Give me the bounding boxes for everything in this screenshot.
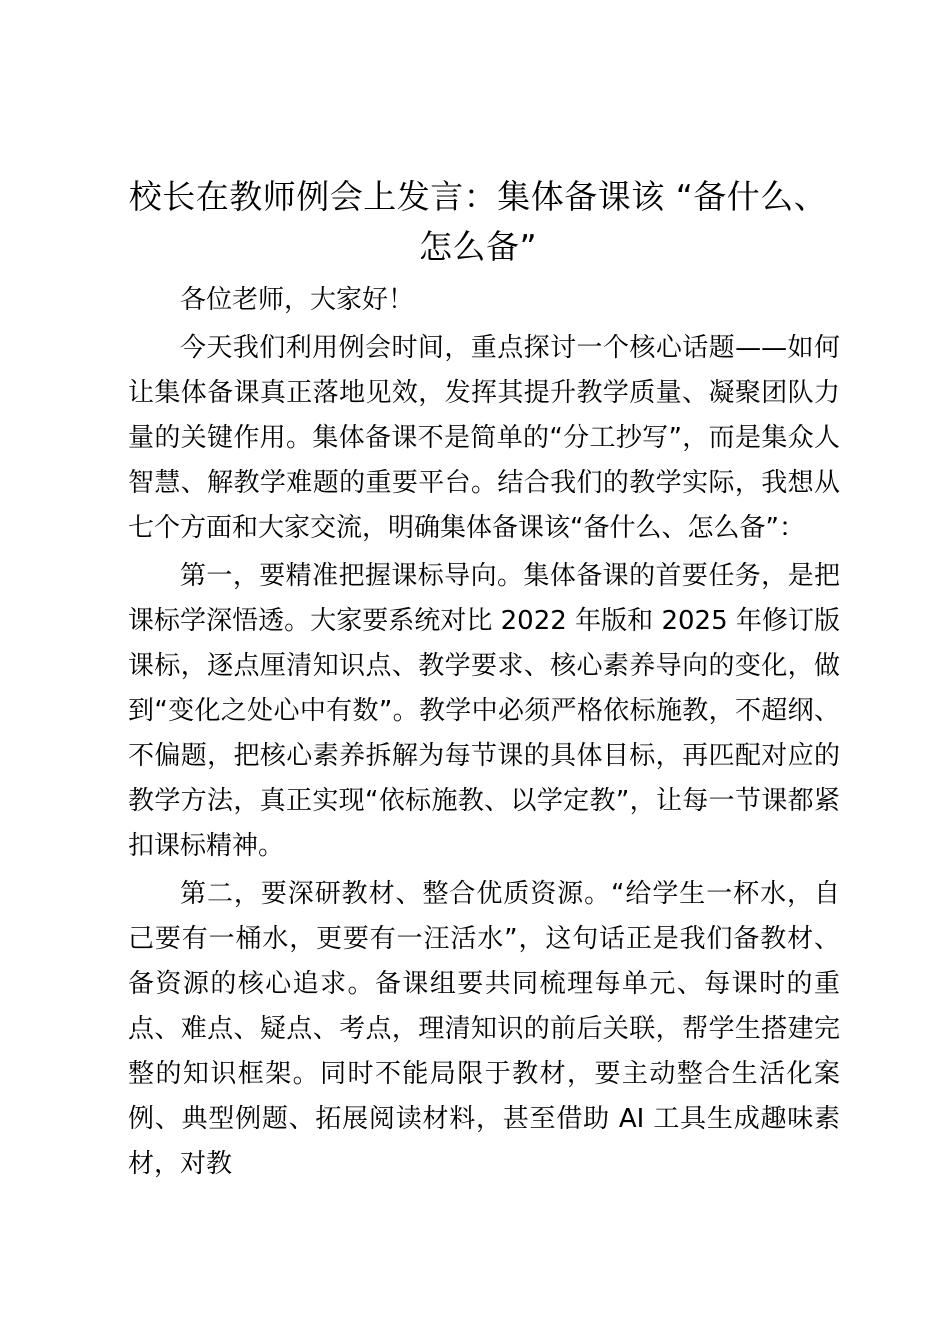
paragraph-greeting: 各位老师，大家好！ <box>180 285 415 315</box>
document-body <box>128 278 840 1190</box>
paragraph-point-two: 第二，要深研教材、整合优质资源。“给学生一杯水，自己要有一桶水，更要有一汪活水”，这句话正是我们备教材、备资源的核心追求。备课组要共同梳理每单元、每课时的重点、难点、疑点、考点，理清知识的前后关联，帮学生搭建完整的知识框架。同时不能局限于教材，要主动整合生活化案例、典型例题、拓展阅读材料，甚至借助 AI 工具生成趣味素材，对教 <box>128 879 840 1179</box>
paragraph-introduction: 今天我们利用例会时间，重点探讨一个核心话题——如何让集体备课真正落地见效，发挥其提升教学质量、凝聚团队力量的关键作用。集体备课不是简单的“分工抄写”，而是集众人智慧、解教学难题的重要平台。结合我们的教学实际，我想从七个方面和大家交流，明确集体备课该“备什么、怎么备”： <box>128 333 840 543</box>
document-title: 校长在教师例会上发言：集体备课该 “备什么、怎么备” <box>128 177 828 266</box>
paragraph-point-one: 第一，要精准把握课标导向。集体备课的首要任务，是把课标学深悟透。大家要系统对比 2022 年版和 2025 年修订版课标，逐点厘清知识点、教学要求、核心素养导向的变化，做到“变化之处心中有数”。教学中必须严格依标施教，不超纲、不偏题，把核心素养拆解为每节课的具体目标，再匹配对应的教学方法，真正实现“依标施教、以学定教”，让每一节课都紧扣课标精神。 <box>128 561 840 861</box>
